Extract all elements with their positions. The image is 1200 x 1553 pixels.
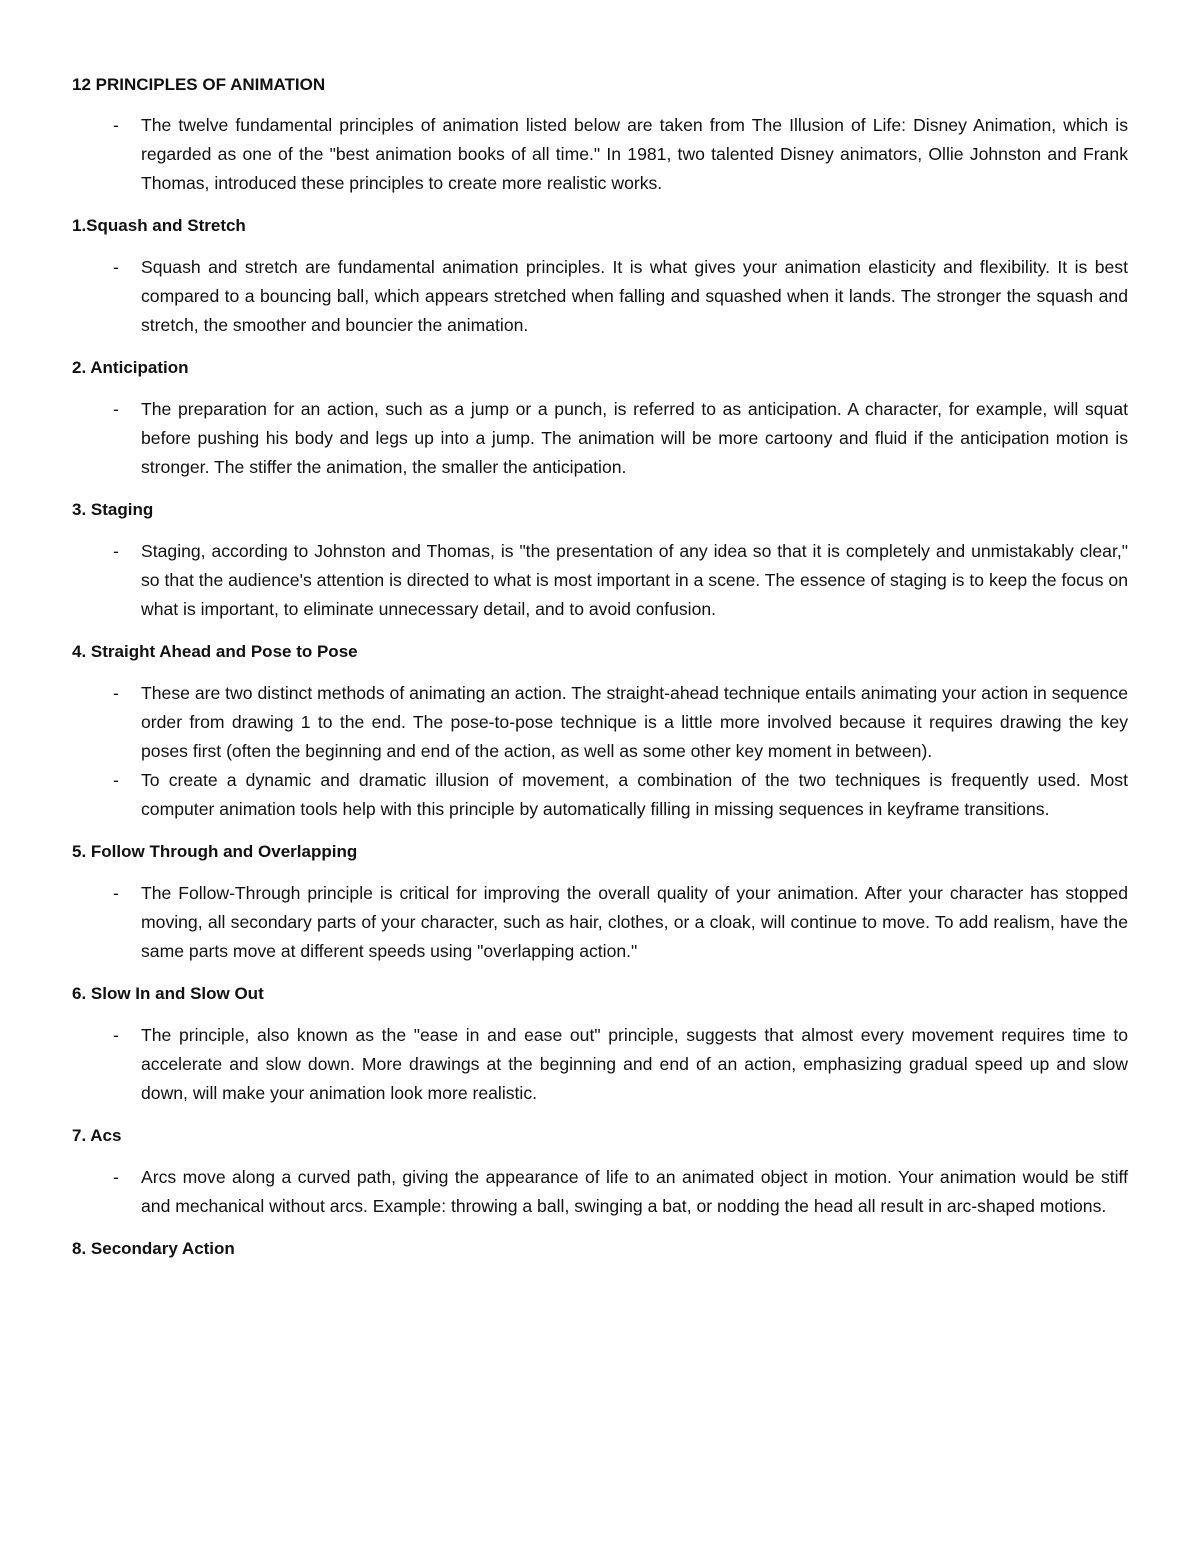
bullet-list: [72, 253, 1128, 340]
section-follow-through: [72, 837, 1128, 966]
bullet-text: The twelve fundamental principles of animation listed below are taken from The Illusion of Life: Disney Animation, which is regarded as one of the "best animation books of all time." In 1981, two talented Disney animators, Ollie Johnston and Frank Thomas, introduced these principles to create more realistic works.: [141, 115, 1128, 193]
bullet-dash: -: [113, 115, 119, 135]
section-heading: 7. Acs: [72, 1126, 122, 1145]
bullet-dash: -: [113, 1167, 119, 1187]
section-arcs: [72, 1121, 1128, 1221]
bullet-list: [72, 1021, 1128, 1108]
bullet-text: The Follow-Through principle is critical for improving the overall quality of your animation. After your character has stopped moving, all secondary parts of your character, such as hair, clothes, or a cloak, will continue to move. To add realism, have the same parts move at different speeds using "overlapping action.": [141, 883, 1128, 961]
bullet-item: [72, 537, 1128, 624]
bullet-text: Squash and stretch are fundamental animation principles. It is what gives your animation elasticity and flexibility. It is best compared to a bouncing ball, which appears stretched when falling and squashed when it lands. The stronger the squash and stretch, the smoother and bouncier the animation.: [141, 257, 1128, 335]
section-heading: 1.Squash and Stretch: [72, 216, 246, 235]
bullet-item: [72, 1021, 1128, 1108]
bullet-text: Arcs move along a curved path, giving the appearance of life to an animated object in motion. Your animation would be stiff and mechanical without arcs. Example: throwing a ball, swinging a bat, or nodding the head all result in arc-shaped motions.: [141, 1167, 1128, 1216]
bullet-list: [72, 395, 1128, 482]
bullet-list: [72, 537, 1128, 624]
bullet-item: [72, 253, 1128, 340]
section-heading: 4. Straight Ahead and Pose to Pose: [72, 642, 358, 661]
bullet-text: The preparation for an action, such as a jump or a punch, is referred to as anticipation. A character, for example, will squat before pushing his body and legs up into a jump. The animation will be more cartoony and fluid if the anticipation motion is stronger. The stiffer the animation, the smaller the anticipation.: [141, 399, 1128, 477]
bullet-text: Staging, according to Johnston and Thomas, is "the presentation of any idea so that it is completely and unmistakably clear," so that the audience's attention is directed to what is most important in a scene. The essence of staging is to keep the focus on what is important, to eliminate unnecessary detail, and to avoid confusion.: [141, 541, 1128, 619]
section-heading: 2. Anticipation: [72, 358, 189, 377]
bullet-list: [72, 679, 1128, 824]
section-slow-in-slow-out: [72, 979, 1128, 1108]
section-heading: 6. Slow In and Slow Out: [72, 984, 264, 1003]
bullet-dash: -: [113, 883, 119, 903]
bullet-dash: -: [113, 1025, 119, 1045]
bullet-item: [72, 766, 1128, 824]
document-title: 12 PRINCIPLES OF ANIMATION: [72, 75, 326, 94]
section-heading: 8. Secondary Action: [72, 1239, 235, 1258]
bullet-text: The principle, also known as the "ease in and ease out" principle, suggests that almost every movement requires time to accelerate and slow down. More drawings at the beginning and end of an action, emphasizing gradual speed up and slow down, will make your animation look more realistic.: [141, 1025, 1128, 1103]
section-straight-ahead-pose-to-pose: [72, 637, 1128, 824]
bullet-item: [72, 879, 1128, 966]
bullet-item: [72, 1163, 1128, 1221]
bullet-list: [72, 879, 1128, 966]
intro-list: [72, 111, 1128, 198]
bullet-text: These are two distinct methods of animating an action. The straight-ahead technique entails animating your action in sequence order from drawing 1 to the end. The pose-to-pose technique is a little more involved because it requires drawing the key poses first (often the beginning and end of the action, as well as some other key moment in between).: [141, 683, 1128, 761]
bullet-list: [72, 1163, 1128, 1221]
intro-bullet: [72, 111, 1128, 198]
bullet-dash: -: [113, 770, 119, 790]
bullet-dash: -: [113, 257, 119, 277]
section-anticipation: [72, 353, 1128, 482]
section-heading: 5. Follow Through and Overlapping: [72, 842, 358, 861]
section-secondary-action: [72, 1234, 1128, 1263]
section-staging: [72, 495, 1128, 624]
bullet-text: To create a dynamic and dramatic illusion of movement, a combination of the two techniques is frequently used. Most computer animation tools help with this principle by automatically filling in missing sequences in keyframe transitions.: [141, 770, 1128, 819]
bullet-item: [72, 679, 1128, 766]
bullet-dash: -: [113, 541, 119, 561]
document-page: [72, 70, 1128, 1276]
bullet-item: [72, 395, 1128, 482]
bullet-dash: -: [113, 683, 119, 703]
section-heading: 3. Staging: [72, 500, 154, 519]
bullet-dash: -: [113, 399, 119, 419]
section-squash-and-stretch: [72, 211, 1128, 340]
